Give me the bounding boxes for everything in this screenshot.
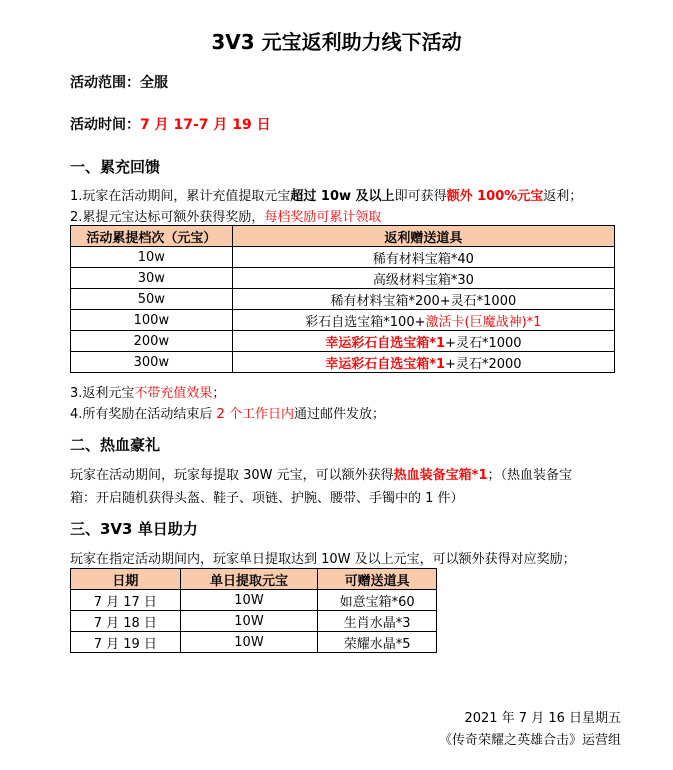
- table-row: [71, 352, 615, 373]
- daily-table: [70, 568, 437, 653]
- text: ；: [212, 386, 226, 401]
- item-cell: 如意宝箱*60: [318, 590, 437, 611]
- tier-cell: 10w: [71, 247, 233, 268]
- reward-highlight: 幸运彩石自选宝箱*1: [325, 356, 446, 372]
- date-cell: 7 月 18 日: [71, 611, 181, 632]
- text-highlight: 额外 100%元宝: [446, 189, 544, 204]
- tier-cell: 50w: [71, 289, 233, 310]
- reward-text: +灵石*1000: [445, 335, 522, 351]
- text: 4.所有奖励在活动结束后: [70, 407, 217, 422]
- amount-cell: 10W: [180, 590, 318, 611]
- text-highlight: 每档奖励可累计领取: [264, 210, 382, 225]
- tier-cell: 300w: [71, 352, 233, 373]
- section3-heading: 三、3V3 单日助力: [70, 520, 198, 538]
- section2-heading: 二、热血豪礼: [70, 436, 161, 454]
- rebate-table: [70, 225, 615, 373]
- scope-label: 活动范围：: [70, 75, 140, 91]
- reward-cell: 稀有材料宝箱*40: [232, 247, 614, 268]
- text: 即可获得: [394, 189, 447, 204]
- reward-cell: [232, 310, 614, 331]
- footer-team: 《传奇荣耀之英雄合击》运营组: [438, 733, 621, 748]
- section1-line1: [70, 185, 582, 204]
- table-row: [71, 268, 615, 289]
- text-highlight: 2 个工作日内: [216, 407, 294, 422]
- table-row: [71, 632, 437, 653]
- reward-highlight: 幸运彩石自选宝箱*1: [325, 335, 446, 351]
- table-row: [71, 611, 437, 632]
- text: ；（热血装备宝: [487, 468, 573, 483]
- table-header-row: [71, 569, 437, 590]
- section1-line3: [70, 382, 225, 401]
- text: 3.返利元宝: [70, 386, 135, 401]
- table-header: 活动累提档次（元宝）: [71, 226, 233, 247]
- table-header: 返利赠送道具: [232, 226, 614, 247]
- text-highlight: 不带充值效果: [134, 386, 213, 401]
- table-row: [71, 331, 615, 352]
- section2-line2: 箱：开启随机获得头盔、鞋子、项链、护腕、腰带、手镯中的 1 件）: [70, 491, 464, 506]
- reward-text: 彩石自选宝箱*100+: [305, 314, 426, 330]
- reward-highlight: 激活卡(巨魔战神)*1: [425, 314, 542, 330]
- reward-cell: [232, 352, 614, 373]
- item-cell: 荣耀水晶*5: [318, 632, 437, 653]
- text: 通过邮件发放；: [293, 407, 385, 422]
- activity-time: [70, 114, 271, 134]
- table-header: 单日提取元宝: [180, 569, 318, 590]
- item-cell: 生肖水晶*3: [318, 611, 437, 632]
- reward-text: +灵石*2000: [445, 356, 522, 372]
- table-header-row: [71, 226, 615, 247]
- table-header: 可赠送道具: [318, 569, 437, 590]
- table-row: [71, 247, 615, 268]
- text: 1.玩家在活动期间，累计充值提取元宝: [70, 189, 291, 204]
- text-bold: 超过 10w 及以上: [290, 189, 395, 204]
- section3-line1: 玩家在指定活动期间内，玩家单日提取达到 10W 及以上元宝，可以额外获得对应奖励；: [70, 552, 576, 567]
- reward-cell: 高级材料宝箱*30: [232, 268, 614, 289]
- time-label: 活动时间：: [70, 117, 140, 133]
- amount-cell: 10W: [180, 632, 318, 653]
- footer-date: 2021 年 7 月 16 日星期五: [464, 711, 621, 726]
- table-row: [71, 310, 615, 331]
- date-cell: 7 月 19 日: [71, 632, 181, 653]
- document-title: 3V3 元宝返利助力线下活动: [211, 30, 462, 54]
- text: 返利；: [543, 189, 583, 204]
- section1-line2: [70, 206, 381, 225]
- tier-cell: 30w: [71, 268, 233, 289]
- table-row: [71, 590, 437, 611]
- date-cell: 7 月 17 日: [71, 590, 181, 611]
- time-value: 7 月 17-7 月 19 日: [140, 117, 271, 133]
- reward-cell: 稀有材料宝箱*200+灵石*1000: [232, 289, 614, 310]
- activity-scope: [70, 72, 168, 92]
- amount-cell: 10W: [180, 611, 318, 632]
- table-row: [71, 289, 615, 310]
- reward-cell: [232, 331, 614, 352]
- tier-cell: 200w: [71, 331, 233, 352]
- text: 2.累提元宝达标可额外获得奖励，: [70, 210, 265, 225]
- text: 玩家在活动期间，玩家每提取 30W 元宝，可以额外获得: [70, 468, 394, 483]
- text-highlight: 热血装备宝箱*1: [393, 468, 488, 483]
- table-header: 日期: [71, 569, 181, 590]
- scope-value: 全服: [140, 75, 168, 91]
- section2-line1: [70, 464, 572, 483]
- tier-cell: 100w: [71, 310, 233, 331]
- section1-line4: [70, 403, 385, 422]
- section1-heading: 一、累充回馈: [70, 158, 161, 176]
